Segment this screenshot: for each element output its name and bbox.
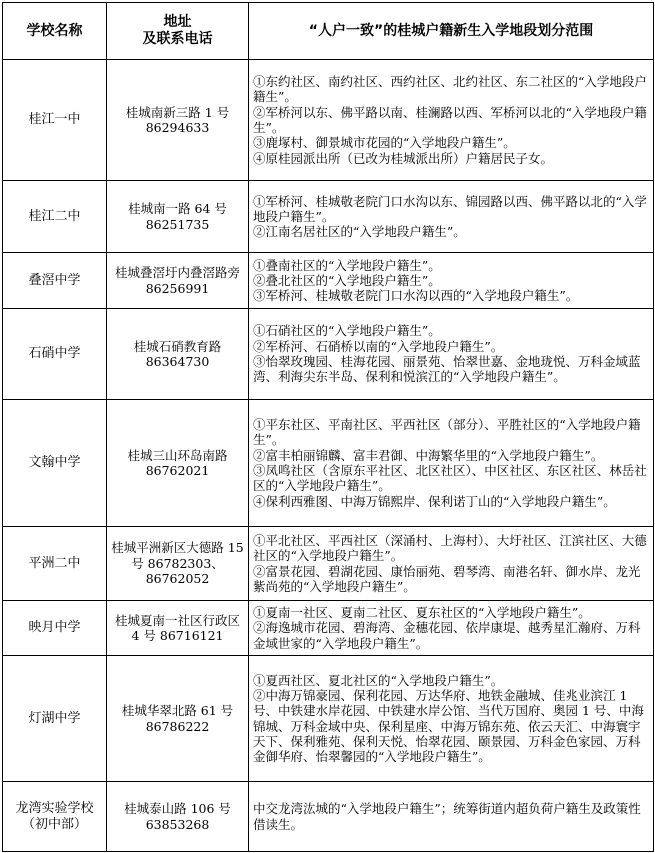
admission-range: ①平北社区、平西社区（深涌村、上海村）、大圩社区、江滨社区、大德社区的“入学地段户籍生”。 ②富景花园、碧湖花园、康怡丽苑、碧琴湾、南港名轩、御水岸、龙光紫尚苑的“入学地段户籍生”。: [249, 527, 654, 601]
school-address: 桂城三山环岛南路 86762021: [107, 400, 249, 527]
table-row: [3, 656, 654, 782]
school-name: 叠滘中学: [3, 253, 107, 309]
school-name: 映月中学: [3, 601, 107, 656]
admission-range: ①军桥河、桂城敬老院门口水沟以东、锦园路以西、佛平路以北的“入学地段户籍生”。 ②江南名居社区的“入学地段户籍生”。: [249, 181, 654, 253]
table-row: [3, 527, 654, 601]
table-row: [3, 601, 654, 656]
school-address: 桂城叠滘圩内叠滘路旁 86256991: [107, 253, 249, 309]
admission-range: ①夏西社区、夏北社区的“入学地段户籍生”。 ②中海万锦豪园、保利花园、万达华府、地铁金融城、佳兆业滨江 1 号、中铁建水岸花园、中铁建水岸公馆、当代万国府、奥园 1 号、中海锦城、万科金域中央、保利星座、中海万锦东苑、依云天汇、中海寰宇天下、保利雅苑、保利天悦、怡翠花园、颐景园、万科金色家园、万科金御华府、怡翠馨园的“入学地段户籍生”。: [249, 656, 654, 782]
table-row: [3, 782, 654, 852]
header-address-line1: 地址: [163, 14, 192, 30]
header-school-name: 学校名称: [3, 3, 107, 60]
school-address: 桂城泰山路 106 号 63853268: [107, 782, 249, 852]
school-address: 桂城石硝教育路 86364730: [107, 309, 249, 400]
admission-range: 中交龙湾汯城的“入学地段户籍生”；统筹街道内超负荷户籍生及政策性借读生。: [249, 782, 654, 852]
admission-range: ①石硝社区的“入学地段户籍生”。 ②军桥河、石硝桥以南的“入学地段户籍生”。 ③怡翠玫瑰园、桂海花园、丽景苑、怡翠世嘉、金地珑悦、万科金域蓝湾、利海尖东半岛、保利和悦滨江的“入学地段户籍生”。: [249, 309, 654, 400]
header-address-line2: 及联系电话: [142, 31, 213, 47]
table-row: [3, 309, 654, 400]
table-row: [3, 181, 654, 253]
school-address: 桂城华翠北路 61 号 86786222: [107, 656, 249, 782]
admission-document: [2, 2, 653, 851]
header-range: “人户一致”的桂城户籍新生入学地段划分范围: [249, 3, 654, 60]
admission-range: ①夏南一社区、夏南二社区、夏东社区的“入学地段户籍生”。 ②海逸城市花园、碧海湾、金穗花园、依岸康堤、越秀星汇瀚府、万科金域世家的“入学地段户籍生”。: [249, 601, 654, 656]
table-row: [3, 400, 654, 527]
admission-range: ①东约社区、南约社区、西约社区、北约社区、东二社区的“入学地段户籍生”。 ②军桥河以东、佛平路以南、桂澜路以西、军桥河以北的“入学地段户籍生”。 ③鹿塚村、御景城市花园的“入学地段户籍生”。 ④原桂园派出所（已改为桂城派出所）户籍居民子女。: [249, 60, 654, 181]
admission-range-table: [2, 2, 654, 852]
school-name: 平洲二中: [3, 527, 107, 601]
school-name: 灯湖中学: [3, 656, 107, 782]
school-name: 龙湾实验学校（初中部）: [3, 782, 107, 852]
school-address: 桂城平洲新区大德路 15 号 86782303、86762052: [107, 527, 249, 601]
school-address: 桂城南新三路 1 号 86294633: [107, 60, 249, 181]
school-address: 桂城南一路 64 号 86251735: [107, 181, 249, 253]
table-row: [3, 60, 654, 181]
school-name: 石硝中学: [3, 309, 107, 400]
table-row: [3, 253, 654, 309]
admission-range: ①叠南社区的“入学地段户籍生”。 ②叠北社区的“入学地段户籍生”。 ③军桥河、桂城敬老院门口水沟以西的“入学地段户籍生”。: [249, 253, 654, 309]
table-header-row: [3, 3, 654, 60]
admission-range: ①平东社区、平南社区、平西社区（部分）、平胜社区的“入学地段户籍生”。 ②富丰柏丽锦麟、富丰君御、中海繁华里的“入学地段户籍生”。 ③凤鸣社区（含原东平社区、北区社区）、中区社区、东区社区、林岳社区的“入学地段户籍生”。 ④保利西雅图、中海万锦熙岸、保利诺丁山的“入学地段户籍生”。: [249, 400, 654, 527]
school-name: 桂江一中: [3, 60, 107, 181]
school-address: 桂城夏南一社区行政区 4 号 86716121: [107, 601, 249, 656]
school-name: 文翰中学: [3, 400, 107, 527]
school-name: 桂江二中: [3, 181, 107, 253]
header-address: [107, 3, 249, 60]
